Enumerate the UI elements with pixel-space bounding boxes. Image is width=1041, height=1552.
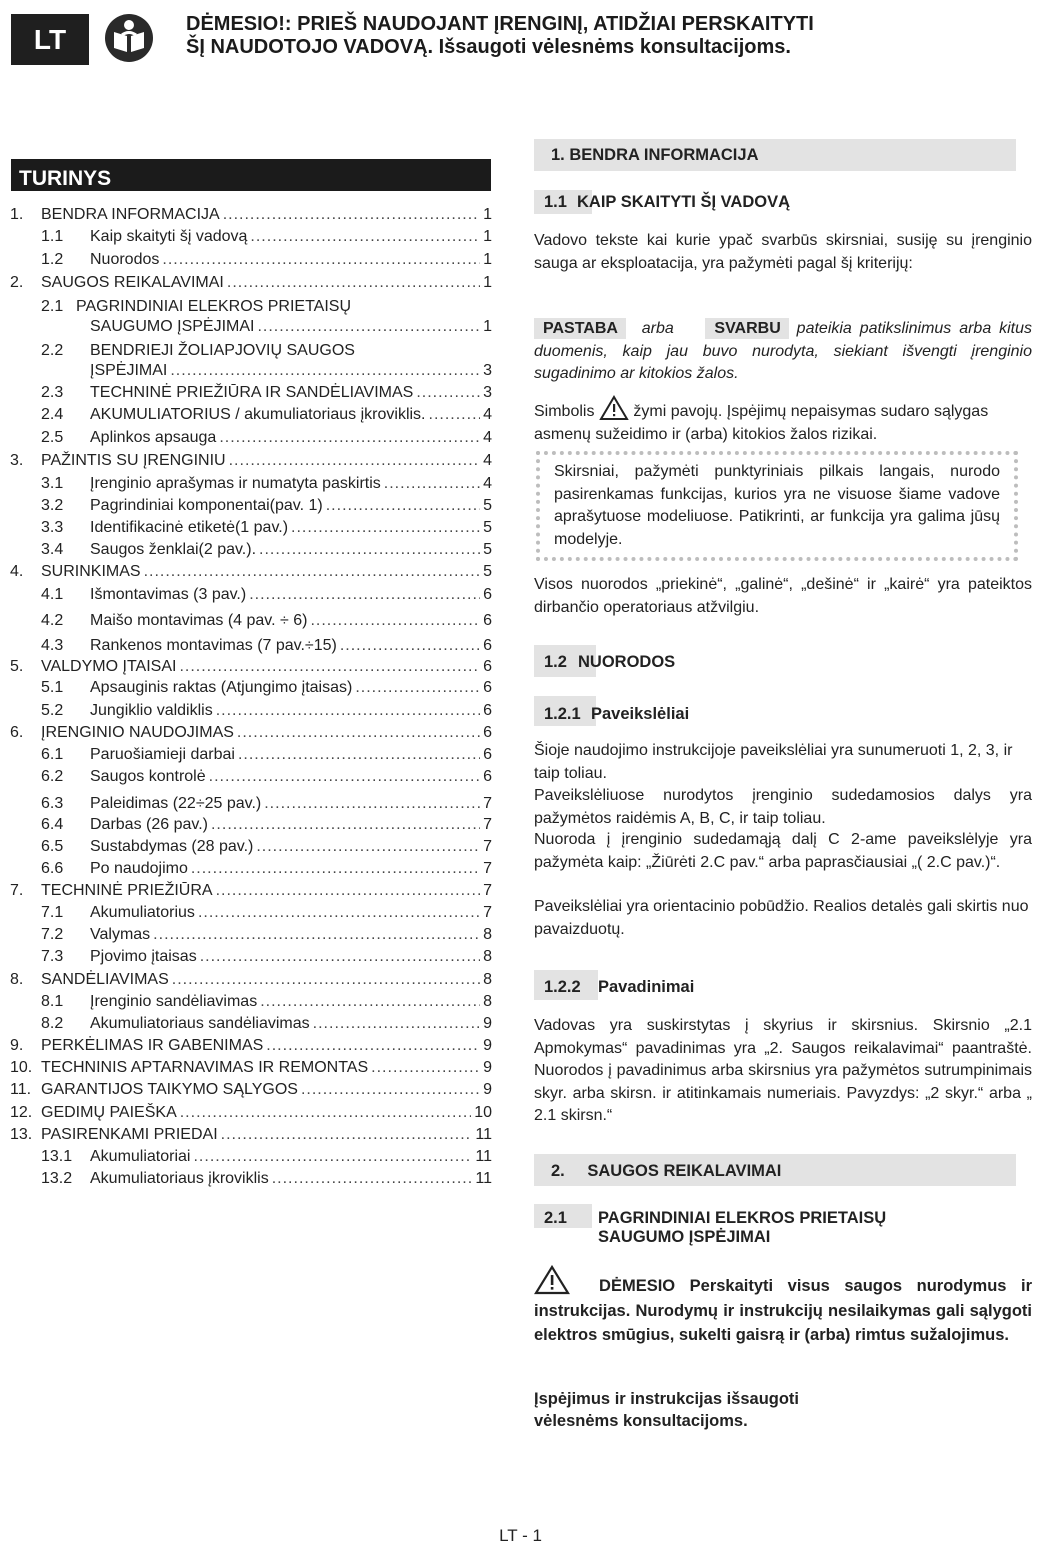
section-1-2-title: NUORODOS <box>578 653 676 671</box>
toc-entry-page: 1 <box>483 228 492 245</box>
toc-entry-number: 1.1 <box>41 228 64 245</box>
toc-entry-number: 1.2 <box>41 251 64 268</box>
toc-entry[interactable] <box>10 744 492 766</box>
toc-entry[interactable] <box>10 700 492 722</box>
page-number: LT - 1 <box>499 1526 542 1545</box>
toc-entry-number: 2. <box>10 274 24 291</box>
toc-leader-dots <box>384 473 480 495</box>
toc-entry[interactable] <box>10 766 492 788</box>
toc-entry-label: Įrenginio aprašymas ir numatyta paskirtis <box>90 475 381 492</box>
toc-entry-label: Aplinkos apsauga <box>90 429 217 446</box>
toc-leader-dots <box>170 360 480 382</box>
toc-leader-dots <box>200 946 480 968</box>
toc-entry-number: 13.1 <box>41 1148 73 1165</box>
toc-entry-page: 9 <box>483 1081 492 1098</box>
toc-entry-label: Kaip skaityti šį vadovą <box>90 228 248 245</box>
toc-entry[interactable] <box>10 969 492 991</box>
toc-entry-page: 4 <box>483 429 492 446</box>
section-2-1-title-line2: SAUGUMO ĮSPĖJIMAI <box>598 1228 771 1246</box>
toc-entry-number: 3.2 <box>41 497 64 514</box>
toc-entry-label: GARANTIJOS TAIKYMO SĄLYGOS <box>41 1081 298 1098</box>
toc-entry-label: PAŽINTIS SU ĮRENGINIU <box>41 452 226 469</box>
toc-entry-page: 11 <box>475 1126 492 1143</box>
paragraph-figures-1: Šioje naudojimo instrukcijoje paveikslėliai yra sunumeruoti 1, 2, 3, ir taip toliau. <box>534 742 1013 782</box>
toc-entry-label: ĮRENGINIO NAUDOJIMAS <box>41 724 234 741</box>
toc-entry[interactable] <box>10 1168 492 1190</box>
toc-entry[interactable] <box>10 539 492 561</box>
toc-entry[interactable] <box>10 517 492 539</box>
toc-entry-label: Maišo montavimas (4 pav. ÷ 6) <box>90 612 308 629</box>
toc-entry-label: Jungiklio valdiklis <box>90 702 213 719</box>
keep-instructions-line1: Įspėjimus ir instrukcijas išsaugoti <box>534 1390 800 1408</box>
toc-entry-page: 6 <box>483 746 492 763</box>
toc-entry[interactable] <box>10 450 492 472</box>
section-1-2-1-title: Paveikslėliai <box>591 705 690 723</box>
toc-entry-label: Akumuliatoriai <box>90 1148 191 1165</box>
toc-entry-number: 2.4 <box>41 406 64 423</box>
toc-leader-dots <box>209 766 480 788</box>
header-warning <box>186 13 1006 59</box>
toc-entry-number: 13. <box>10 1126 33 1143</box>
toc-entry-page: 4 <box>483 406 492 423</box>
keep-instructions-line2: vėlesnėms konsultacijoms. <box>534 1412 748 1430</box>
toc-entry-number: 4. <box>10 563 24 580</box>
toc-leader-dots <box>223 204 480 226</box>
toc-entry-number: 6.1 <box>41 746 64 763</box>
toc-entry[interactable] <box>10 473 492 495</box>
toc-leader-dots <box>216 880 481 902</box>
toc-entry-number: 9. <box>10 1037 24 1054</box>
general-warning <box>534 1265 1032 1348</box>
toc-entry-number: 8.2 <box>41 1015 64 1032</box>
language-badge: LT <box>11 14 89 65</box>
toc-entry[interactable] <box>10 836 492 858</box>
section-1-2-2-number: 1.2.2 <box>544 978 581 996</box>
toc-entry[interactable] <box>10 404 492 426</box>
toc-entry-number: 8. <box>10 971 24 988</box>
toc-entry-label: Pagrindiniai komponentai(pav. 1) <box>90 497 323 514</box>
toc-leader-dots <box>340 635 480 657</box>
toc-entry[interactable] <box>10 226 492 248</box>
header-warning-line2: ŠĮ NAUDOTOJO VADOVĄ. Išsaugoti vėlesnėms konsultacijoms. <box>186 36 791 58</box>
toc-entry[interactable] <box>10 793 492 815</box>
toc-entry-number: 6.5 <box>41 838 64 855</box>
toc-entry[interactable] <box>10 360 492 382</box>
toc-entry-label: Apsauginis raktas (Atjungimo įtaisas) <box>90 679 353 696</box>
toc-entry-page: 10 <box>474 1104 492 1121</box>
toc-entry-label: Pjovimo įtaisas <box>90 948 197 965</box>
toc-entry[interactable] <box>10 991 492 1013</box>
warning-text: Perskaityti visus saugos nurodymus ir instrukcijas. Nurodymų ir instrukcijų nesilaikymas gali sąlygoti elektros smūgius, sukelti gaisrą ir (arba) rimtus sužalojimus. <box>534 1277 1032 1344</box>
toc-entry-number: 6.6 <box>41 860 64 877</box>
toc-leader-dots <box>272 1168 473 1190</box>
toc-leader-dots <box>221 1124 473 1146</box>
section-2-1-title-line1: PAGRINDINIAI ELEKROS PRIETAISŲ <box>598 1209 887 1227</box>
toc-entry[interactable] <box>10 946 492 968</box>
toc-entry-number: 2.3 <box>41 384 64 401</box>
paragraph-note-legend <box>534 318 1032 386</box>
paragraph-figures-2: Paveikslėliuose nurodytos įrenginio sudedamosios dalys yra pažymėtos raidėmis A, B, C, ir taip toliau. <box>534 787 1032 827</box>
keep-instructions-note <box>534 1388 1032 1432</box>
toc-entry[interactable] <box>10 635 492 657</box>
section-2-1-number: 2.1 <box>544 1209 567 1227</box>
toc-entry-label: VALDYMO ĮTAISAI <box>41 658 177 675</box>
toc-leader-dots <box>191 858 480 880</box>
toc-leader-dots <box>250 226 480 248</box>
toc-entry-page: 7 <box>483 860 492 877</box>
toc-entry[interactable] <box>10 316 492 338</box>
toc-entry-label: Įrenginio sandėliavimas <box>90 993 258 1010</box>
toc-entry-label: SANDĖLIAVIMAS <box>41 971 169 988</box>
toc-entry-label: Akumuliatorius <box>90 904 195 921</box>
toc-leader-dots <box>371 1057 480 1079</box>
section-1-2-2-heading <box>534 970 1032 1000</box>
toc-leader-dots <box>153 924 480 946</box>
toc-entry-label: Nuorodos <box>90 251 160 268</box>
section-1-heading: 1. BENDRA INFORMACIJA <box>534 139 1016 171</box>
toc-entry-label: Sustabdymas (28 pav.) <box>90 838 254 855</box>
toc-leader-dots <box>238 744 480 766</box>
toc-leader-dots <box>144 561 481 583</box>
section-2-number: 2. <box>551 1162 565 1180</box>
toc-entry[interactable] <box>10 561 492 583</box>
toc-entry-number: 13.2 <box>41 1170 73 1187</box>
toc-entry-label: Rankenos montavimas (7 pav.÷15) <box>90 637 337 654</box>
toc-entry-number: 2.1 <box>41 298 64 315</box>
toc-entry-label: Identifikacinė etiketė(1 pav.) <box>90 519 289 536</box>
toc-entry-label: Saugos kontrolė <box>90 768 206 785</box>
toc-leader-dots <box>355 677 480 699</box>
paragraph-intro: Vadovo tekste kai kurie ypač svarbūs skirsniai, susiję su įrenginio sauga ar eksploatacija, yra pažymėti pagal šį kriterijų: <box>534 232 1032 272</box>
toc-entry-label: Akumuliatoriaus sandėliavimas <box>90 1015 310 1032</box>
toc-entry-number: 4.1 <box>41 586 64 603</box>
toc-entry-page: 6 <box>483 586 492 603</box>
toc-title: TURINYS <box>11 159 491 191</box>
header-warning-line1: DĖMESIO!: PRIEŠ NAUDOJANT ĮRENGINĮ, ATIDŽIAI PERSKAITYTI <box>186 13 814 35</box>
warning-triangle-icon <box>534 1265 570 1291</box>
note-legend-text: pateikia patikslinimus arba kitus duomenis, kaip jau buvo nurodyta, siekiant išvengti įrenginio sugadinimo ar kitokios žalos. <box>534 320 1033 382</box>
toc-entry-number: 5.1 <box>41 679 64 696</box>
toc-entry-page: 1 <box>483 318 492 335</box>
section-1-2-number: 1.2 <box>544 653 567 671</box>
toc-entry-label: BENDRA INFORMACIJA <box>41 206 220 223</box>
toc-entry[interactable] <box>10 1035 492 1057</box>
toc-entry-page: 11 <box>475 1148 492 1165</box>
toc-entry-number: 3.1 <box>41 475 64 492</box>
toc-leader-dots <box>260 991 480 1013</box>
toc-entry-number: 2.2 <box>41 342 64 359</box>
toc-entry-page: 3 <box>483 384 492 401</box>
toc-leader-dots <box>193 1146 472 1168</box>
toc-entry-label: Valymas <box>90 926 151 943</box>
toc-entry-page: 9 <box>483 1059 492 1076</box>
toc-entry-label: Paruošiamieji darbai <box>90 746 235 763</box>
toc-entry[interactable] <box>10 272 492 294</box>
toc-entry-number: 10. <box>10 1059 33 1076</box>
toc-entry-page: 5 <box>483 497 492 514</box>
toc-entry-label: PERKĖLIMAS IR GABENIMAS <box>41 1037 264 1054</box>
toc-entry[interactable] <box>10 722 492 744</box>
toc-entry[interactable] <box>10 249 492 271</box>
toc-entry-number: 7. <box>10 882 24 899</box>
warning-word: DĖMESIO <box>599 1277 676 1295</box>
section-1-2-1-number: 1.2.1 <box>544 705 581 723</box>
toc-entry-label: TECHNINIS APTARNAVIMAS IR REMONTAS <box>41 1059 369 1076</box>
toc-entry-page: 8 <box>483 971 492 988</box>
toc-leader-dots <box>301 1079 480 1101</box>
toc-leader-dots <box>179 656 480 678</box>
toc-entry-number: 12. <box>10 1104 33 1121</box>
toc-entry-number: 1. <box>10 206 24 223</box>
toc-entry-page: 8 <box>483 993 492 1010</box>
toc-entry-label: PASIRENKAMI PRIEDAI <box>41 1126 218 1143</box>
toc-entry-number: 4.3 <box>41 637 64 654</box>
toc-entry-label: Saugos ženklai(2 pav.). <box>90 541 257 558</box>
section-1-1-number: 1.1 <box>544 193 567 211</box>
toc-entry-page: 6 <box>483 658 492 675</box>
toc-entry-number: 6.4 <box>41 816 64 833</box>
toc-entry[interactable] <box>10 610 492 632</box>
toc-entry-page: 7 <box>483 816 492 833</box>
toc-entry-page: 1 <box>483 251 492 268</box>
toc-leader-dots <box>291 517 480 539</box>
toc-entry-label: SAUGUMO ĮSPĖJIMAI <box>90 318 255 335</box>
toc-leader-dots <box>326 495 480 517</box>
toc-leader-dots <box>198 902 480 924</box>
toc-leader-dots <box>416 382 480 404</box>
toc-entry-label: BENDRIEJI ŽOLIAPJOVIŲ SAUGOS <box>90 342 355 359</box>
toc-entry[interactable] <box>10 1079 492 1101</box>
paragraph-figures-4: Paveikslėliai yra orientacinio pobūdžio. Realios detalės gali skirtis nuo pavaizduotų. <box>534 898 1029 938</box>
arba-word: arba <box>641 320 674 337</box>
toc-entry[interactable] <box>10 340 492 362</box>
toc-leader-dots <box>172 969 480 991</box>
toc-entry-label: SAUGOS REIKALAVIMAI <box>41 274 224 291</box>
toc-entry[interactable] <box>10 677 492 699</box>
toc-entry-page: 6 <box>483 637 492 654</box>
section-1-2-2-title: Pavadinimai <box>598 978 695 996</box>
toc-leader-dots <box>180 1102 471 1124</box>
toc-leader-dots <box>237 722 480 744</box>
toc-entry[interactable] <box>10 656 492 678</box>
toc-entry-page: 5 <box>483 519 492 536</box>
toc-entry-page: 9 <box>483 1037 492 1054</box>
toc-entry[interactable] <box>10 1102 492 1124</box>
toc-leader-dots <box>249 584 480 606</box>
toc-entry-number: 4.2 <box>41 612 64 629</box>
toc-entry-number: 2.5 <box>41 429 64 446</box>
optional-feature-box: Skirsniai, pažymėti punktyriniais pilkais langais, nurodo pasirenkamas funkcijas, kurios yra ne visuose šiame vadove aprašytuose modeliuose. Patikrinti, ar funkcija yra galima jūsų modelyje. <box>536 451 1018 561</box>
toc-entry-page: 8 <box>483 926 492 943</box>
toc-entry-number: 6.2 <box>41 768 64 785</box>
toc-entry[interactable] <box>10 814 492 836</box>
toc-entry-page: 1 <box>483 274 492 291</box>
paragraph-titles: Vadovas yra suskirstytas į skyrius ir skirsnius. Skirsnio „2.1 Apmokymas“ pavadinimas yra „2. Saugos reikalavimai“ paantraštė. Nuorodos į pavadinimus arba skirsnius yra pažymėtos sutrumpinimais skyr. arba skirsn. ir atitinkamais numeriais. Pavyzdys: „2 skyr.“ arba „ 2.1 skirsn.“ <box>534 1017 1032 1124</box>
section-2-1-title <box>598 1209 886 1247</box>
section-2-1-heading <box>534 1204 1032 1244</box>
toc-entry-label: SURINKIMAS <box>41 563 141 580</box>
toc-entry-label: Paleidimas (22÷25 pav.) <box>90 795 262 812</box>
toc-leader-dots <box>259 539 480 561</box>
toc-entry-number: 11. <box>10 1081 32 1098</box>
toc-entry[interactable] <box>10 880 492 902</box>
toc-entry-label: TECHNINĖ PRIEŽIŪRA IR SANDĖLIAVIMAS <box>90 384 414 401</box>
toc-leader-dots <box>429 404 481 426</box>
toc-entry-page: 8 <box>483 948 492 965</box>
toc-entry-number: 7.1 <box>41 904 64 921</box>
toc-entry-page: 3 <box>483 362 492 379</box>
toc-entry-number: 5. <box>10 658 24 675</box>
toc-entry-page: 6 <box>483 612 492 629</box>
toc-entry[interactable] <box>10 924 492 946</box>
symbol-word: Simbolis <box>534 403 595 420</box>
manual-book-icon <box>103 12 155 64</box>
section-1-1-heading <box>534 190 1032 214</box>
toc-leader-dots <box>310 610 480 632</box>
paragraph-directions: Visos nuorodos „priekinė“, „galinė“, „dešinė“ ir „kairė“ yra pateiktos dirbančio operatoriaus atžvilgiu. <box>534 576 1032 616</box>
toc-entry-page: 1 <box>483 206 492 223</box>
toc-entry-label: Po naudojimo <box>90 860 188 877</box>
toc-entry-label: Akumuliatoriaus įkroviklis <box>90 1170 269 1187</box>
toc-entry[interactable] <box>10 204 492 226</box>
paragraph-figures-3: Nuoroda į įrenginio sudedamąją dalį C 2-ame paveikslėlyje yra pažymėta kaip: „Žiūrėti 2.C pav.“ arba paprasčiausiai „( 2.C pav.)“. <box>534 831 1032 871</box>
toc-entry[interactable] <box>10 1146 492 1168</box>
toc-entry-page: 7 <box>483 795 492 812</box>
toc-entry-page: 6 <box>483 702 492 719</box>
toc-entry-page: 5 <box>483 541 492 558</box>
toc-entry[interactable] <box>10 1124 492 1146</box>
section-1-2-1-heading <box>534 696 1032 726</box>
toc-entry[interactable] <box>10 1057 492 1079</box>
warning-triangle-icon <box>599 395 629 419</box>
toc-entry-page: 6 <box>483 768 492 785</box>
toc-entry[interactable] <box>10 1013 492 1035</box>
paragraph-danger-symbol <box>534 395 1032 446</box>
toc-leader-dots <box>162 249 480 271</box>
toc-entry-label: TECHNINĖ PRIEŽIŪRA <box>41 882 213 899</box>
section-1-2-heading <box>534 645 1032 677</box>
toc-entry-page: 5 <box>483 563 492 580</box>
toc-entry-label: Darbas (26 pav.) <box>90 816 208 833</box>
pastaba-tag: PASTABA <box>534 318 626 339</box>
toc-leader-dots <box>256 836 480 858</box>
toc-entry-number: 3. <box>10 452 24 469</box>
toc-entry-page: 7 <box>483 882 492 899</box>
toc-entry[interactable] <box>10 495 492 517</box>
toc-entry-number: 3.4 <box>41 541 64 558</box>
toc-entry-label: ĮSPĖJIMAI <box>90 362 168 379</box>
toc-entry-number: 8.1 <box>41 993 64 1010</box>
toc-entry[interactable] <box>10 858 492 880</box>
section-2-title: SAUGOS REIKALAVIMAI <box>587 1162 782 1180</box>
toc-entry-number: 3.3 <box>41 519 64 536</box>
toc-entry-label: AKUMULIATORIUS / akumuliatoriaus įkroviklis. <box>90 406 426 423</box>
svarbu-tag: SVARBU <box>705 318 788 339</box>
toc-entry-number: 6.3 <box>41 795 64 812</box>
toc-entry-page: 9 <box>483 1015 492 1032</box>
toc-entry-label: PAGRINDINIAI ELEKROS PRIETAISŲ <box>76 298 352 315</box>
toc-leader-dots <box>219 427 480 449</box>
toc-leader-dots <box>211 814 480 836</box>
toc-entry[interactable] <box>10 427 492 449</box>
toc-entry[interactable] <box>10 902 492 924</box>
section-1-1-title: KAIP SKAITYTI ŠĮ VADOVĄ <box>577 193 791 211</box>
toc-entry-number: 7.3 <box>41 948 64 965</box>
danger-symbol-text: žymi pavojų. Įspėjimų nepaisymas sudaro sąlygas asmenų sužeidimo ir (arba) kitokios žalos rizikai. <box>534 403 989 443</box>
toc-entry-page: 4 <box>483 475 492 492</box>
section-2-heading <box>534 1154 1016 1186</box>
toc-leader-dots <box>266 1035 480 1057</box>
toc-entry-page: 6 <box>483 724 492 741</box>
toc-entry-page: 4 <box>483 452 492 469</box>
toc-leader-dots <box>227 272 480 294</box>
toc-entry[interactable] <box>10 382 492 404</box>
toc-entry-page: 7 <box>483 904 492 921</box>
toc-entry-label: Išmontavimas (3 pav.) <box>90 586 247 603</box>
toc-entry[interactable] <box>10 584 492 606</box>
toc-entry-number: 6. <box>10 724 24 741</box>
toc-entry-number: 5.2 <box>41 702 64 719</box>
toc-entry[interactable] <box>10 296 492 318</box>
toc-leader-dots <box>313 1013 480 1035</box>
toc-entry-page: 7 <box>483 838 492 855</box>
toc-leader-dots <box>257 316 480 338</box>
toc-leader-dots <box>229 450 480 472</box>
toc-entry-page: 11 <box>475 1170 492 1187</box>
toc-entry-page: 6 <box>483 679 492 696</box>
toc-entry-number: 7.2 <box>41 926 64 943</box>
toc-leader-dots <box>264 793 480 815</box>
toc-leader-dots <box>216 700 480 722</box>
toc-entry-label: GEDIMŲ PAIEŠKA <box>41 1104 177 1121</box>
